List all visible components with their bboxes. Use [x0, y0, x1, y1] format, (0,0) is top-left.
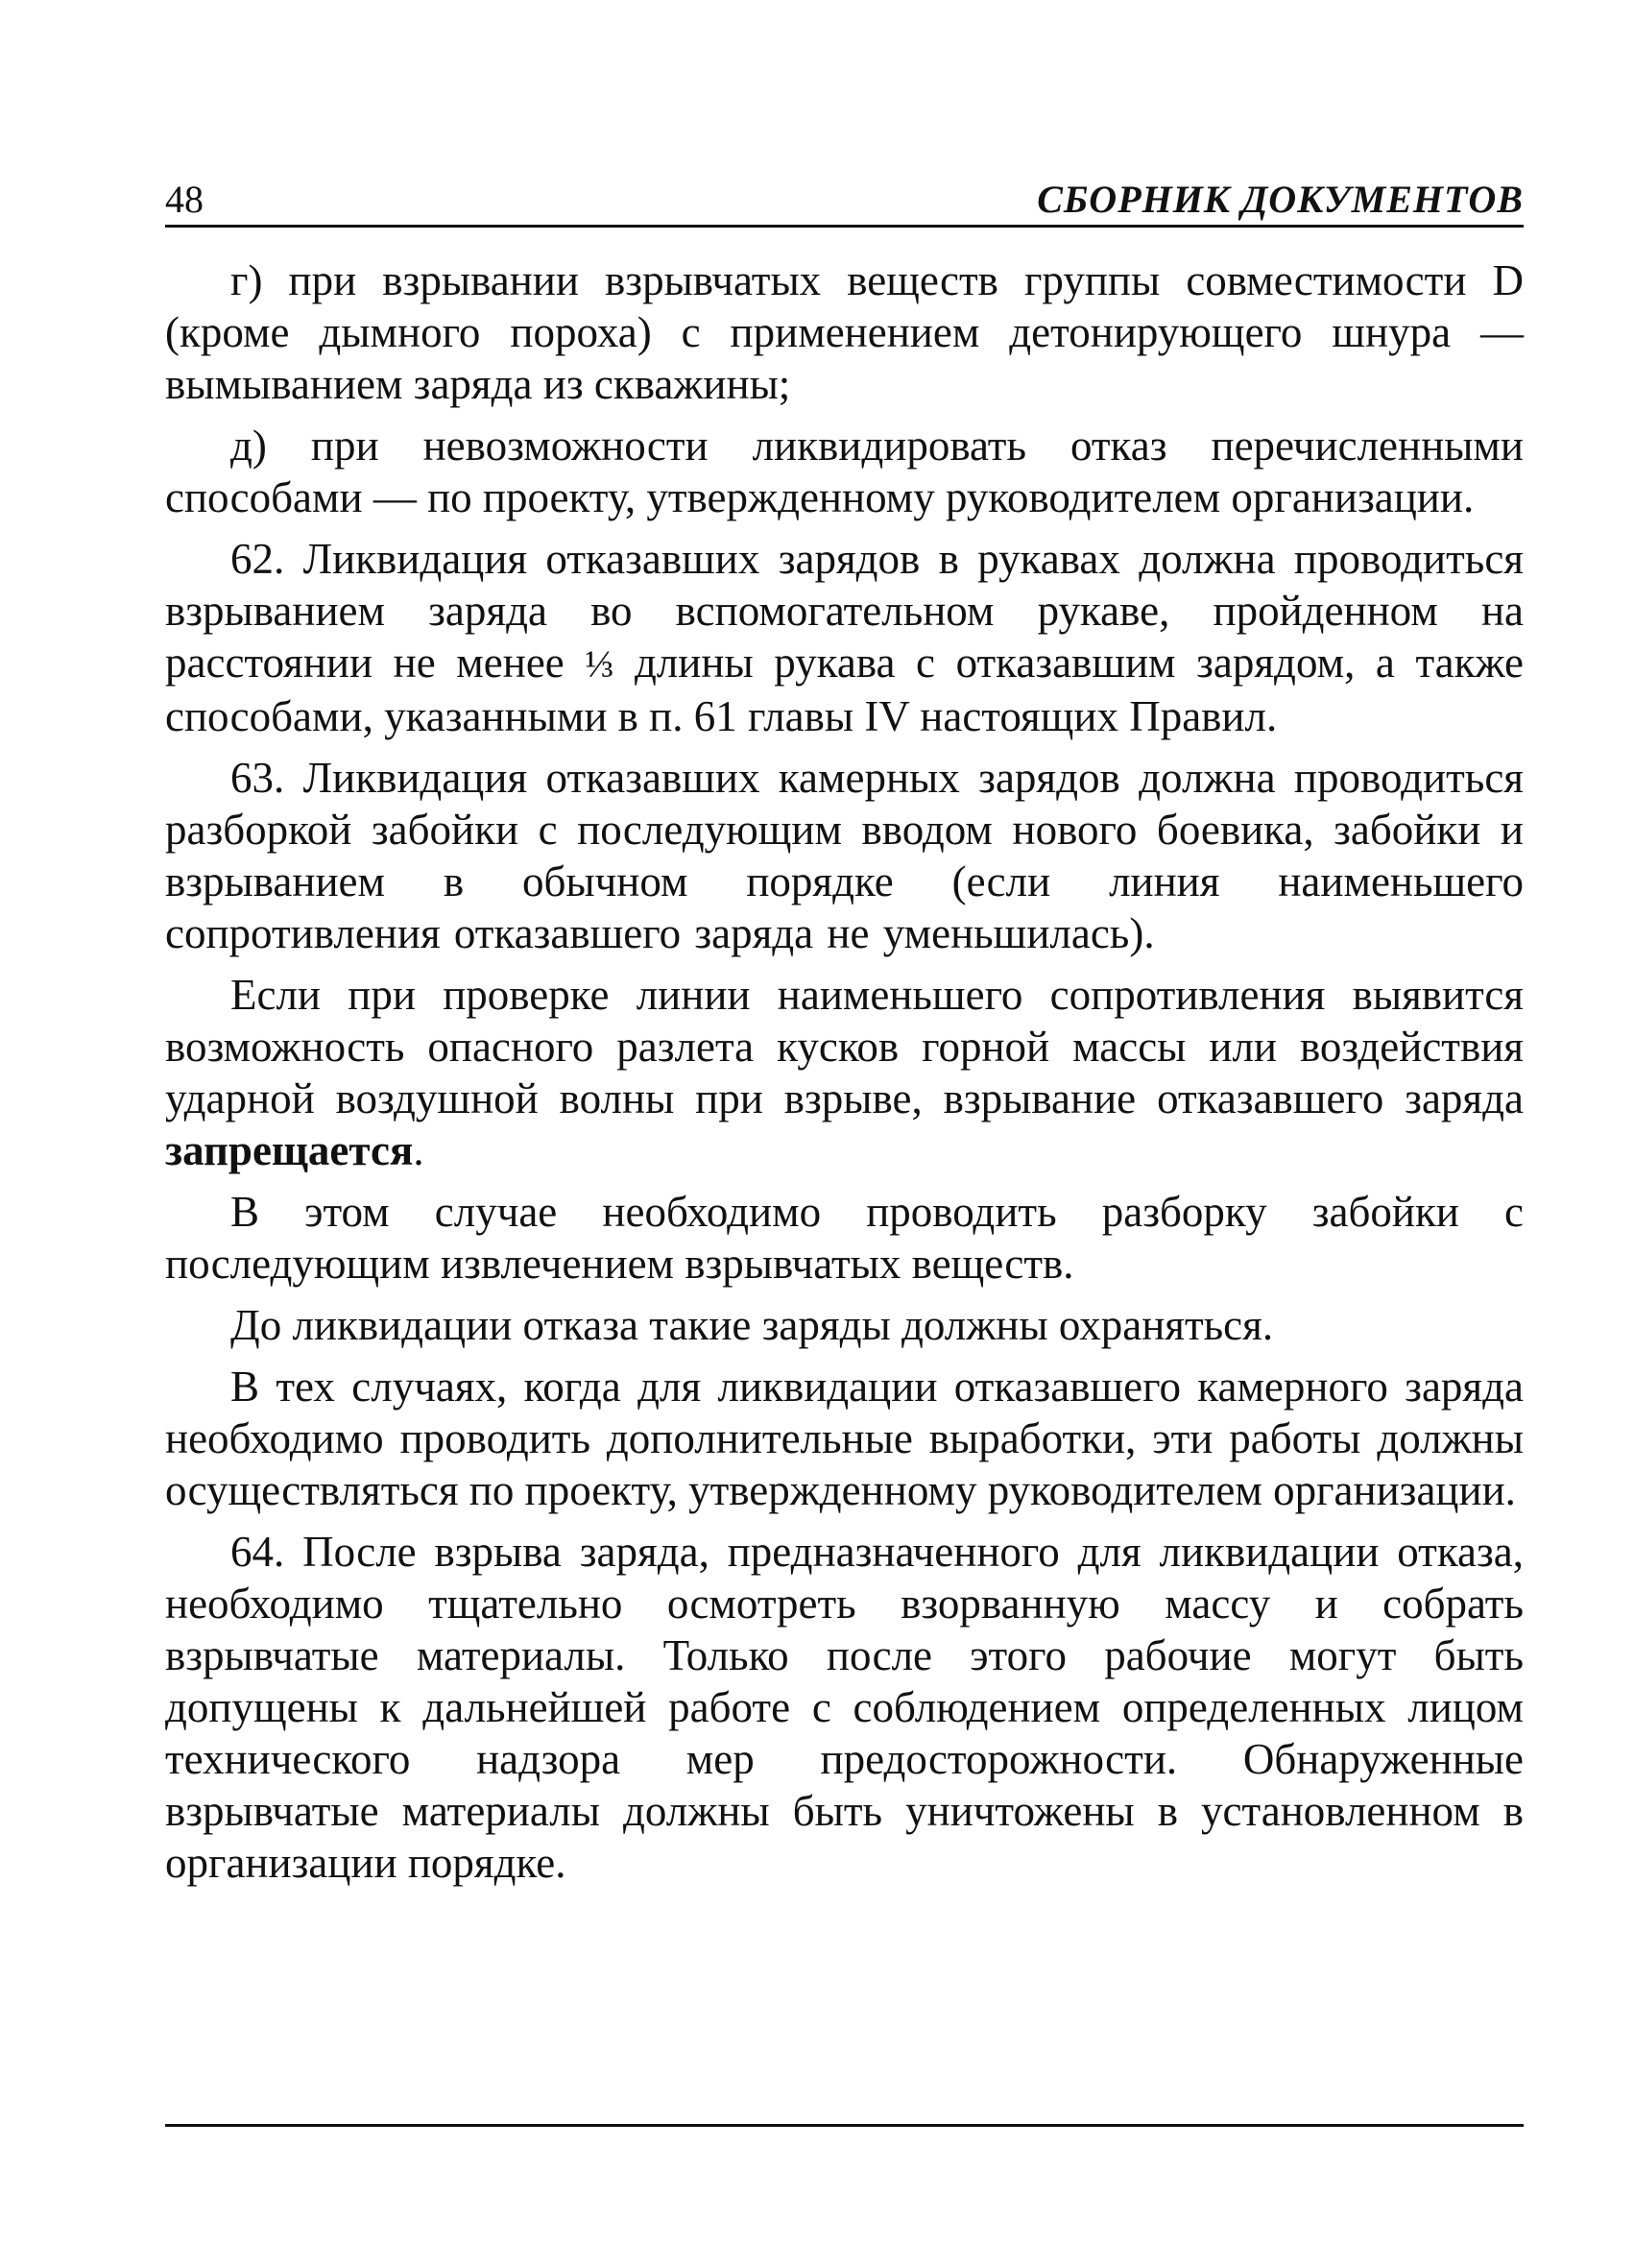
- body-text: [165, 254, 1524, 1889]
- paragraph-63-danger-end: .: [413, 1126, 424, 1174]
- paragraph-62-text-start: 62. Ликвидация отказавших зарядов в рукавах должна проводиться взрыванием заряда во вспомогательном рукаве, пройденном на расстоянии не менее: [165, 535, 1524, 687]
- paragraph-63-guard: До ликвидации отказа такие заряды должны охраняться.: [230, 1301, 1274, 1349]
- paragraph-62: [165, 533, 1524, 742]
- paragraph-64: 64. После взрыва заряда, предназначенного для ликвидации отказа, необходимо тщательно осмотреть взорванную массу и собрать взрывчатые материалы. Только после этого рабочие могут быть допущены к дальнейшей работе с соблюдением определенных лицом технического надзора мер предосторожности. Обнаруженные взрывчатые материалы должны быть уничтожены в установленном в организации порядке.: [165, 1528, 1524, 1887]
- running-title: СБОРНИК ДОКУМЕНТОВ: [1037, 178, 1524, 221]
- paragraph-63-danger-text: Если при проверке линии наименьшего сопротивления выявится возможность опасного разлета кусков горной массы или воздействия ударной воздушной волны при взрыве, взрывание отказавшего заряда: [165, 971, 1524, 1122]
- fraction-one-third: ⅓: [585, 642, 614, 686]
- page-number: 48: [165, 178, 204, 221]
- paragraph-62-text-end: длины рукава с отказавшим зарядом, а также способами, указанными в п. 61 главы IV настоящих Правил.: [165, 639, 1524, 740]
- paragraph-item-g: г) при взрывании взрывчатых веществ группы совместимости D (кроме дымного пороха) с применением детонирующего шнура — вымыванием заряда из скважины;: [165, 256, 1524, 408]
- paragraph-63-case: В этом случае необходимо проводить разборку забойки с последующим извлечением взрывчатых веществ.: [165, 1188, 1524, 1288]
- prohibited-emphasis: запрещается: [165, 1126, 414, 1174]
- paragraph-63-workings: В тех случаях, когда для ликвидации отказавшего камерного заряда необходимо проводить дополнительные выработки, эти работы должны осуществляться по проекту, утвержденному руководителем организации.: [165, 1363, 1524, 1514]
- document-page: [165, 173, 1524, 1898]
- paragraph-63-danger: [165, 969, 1524, 1176]
- paragraph-63: 63. Ликвидация отказавших камерных зарядов должна проводиться разборкой забойки с последующим вводом нового боевика, забойки и взрыванием в обычном порядке (если линия наименьшего сопротивления отказавшего заряда не уменьшилась).: [165, 754, 1524, 957]
- running-header: [165, 173, 1524, 228]
- paragraph-item-d: д) при невозможности ликвидировать отказ перечисленными способами — по проекту, утвержденному руководителем организации.: [165, 422, 1524, 521]
- footer-rule: [165, 2124, 1524, 2127]
